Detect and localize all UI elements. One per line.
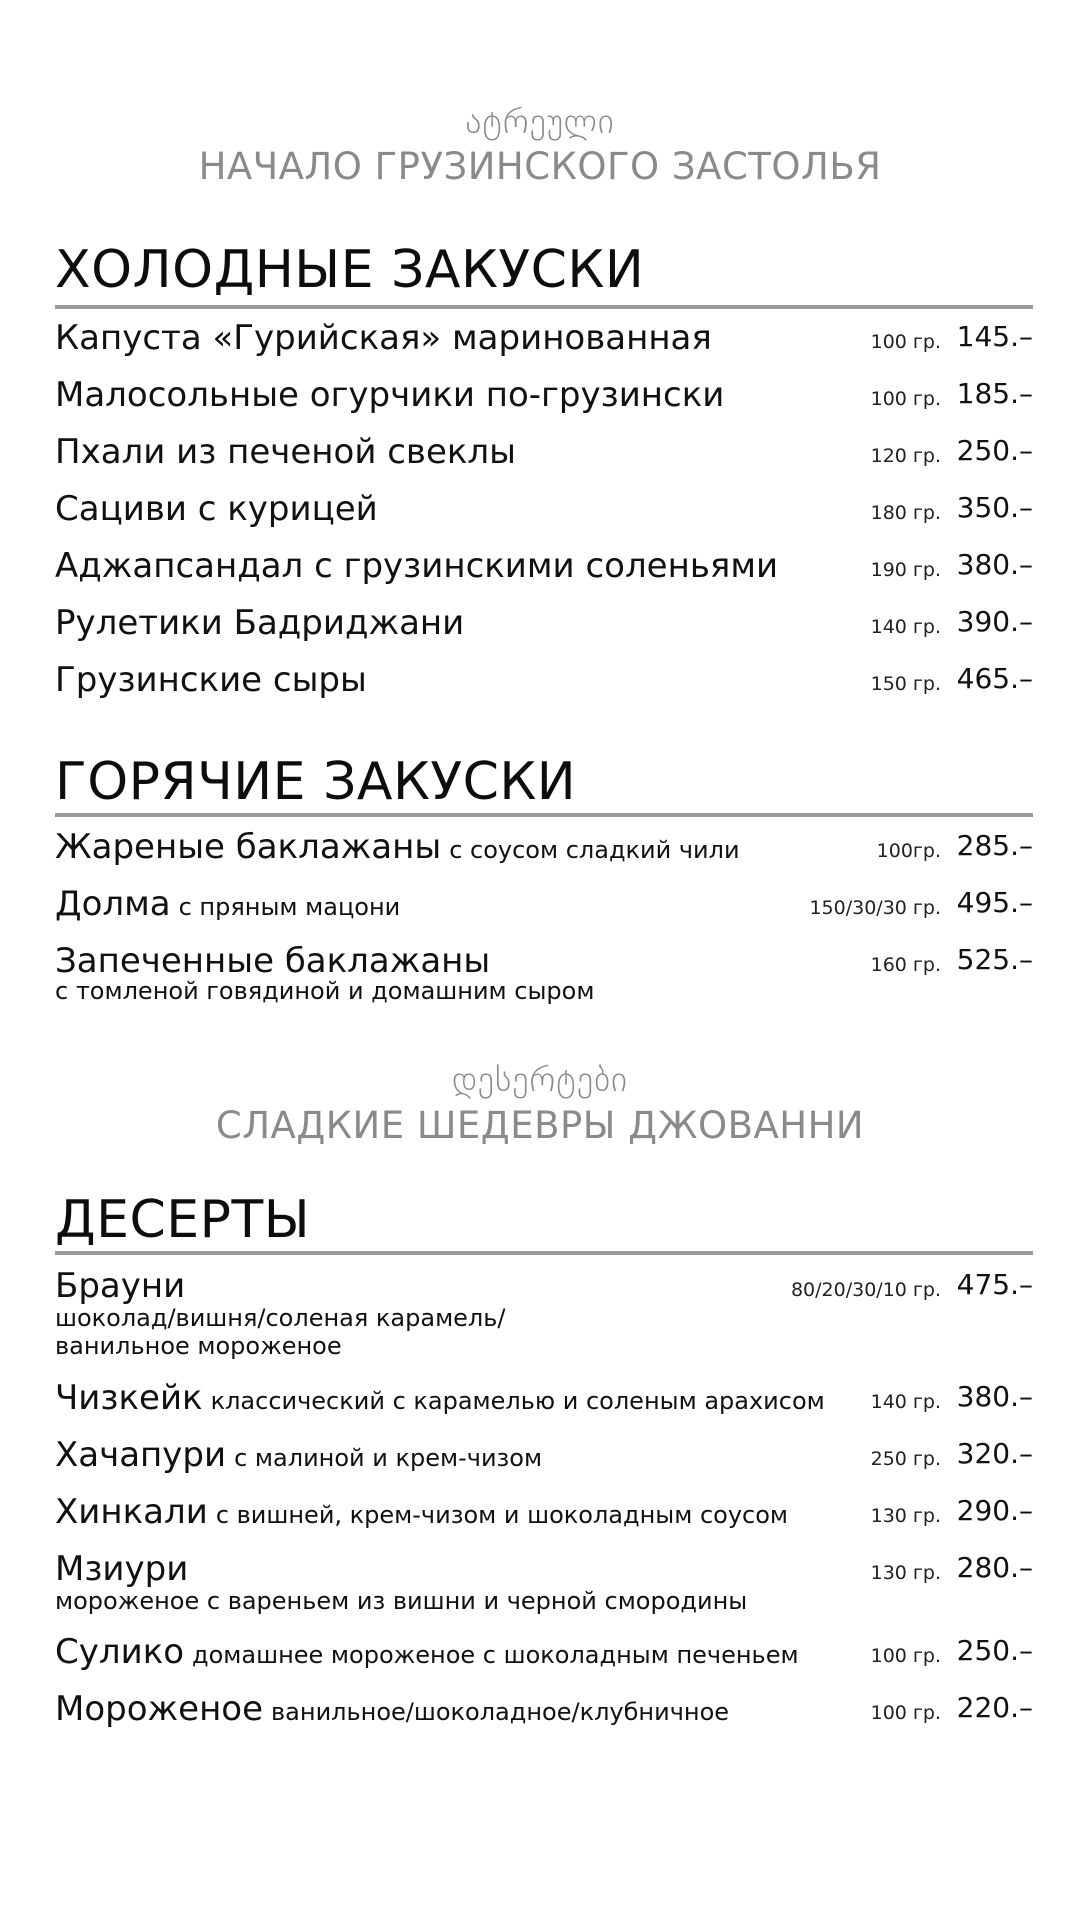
item-title: Чизкейк [55, 1378, 203, 1418]
item-weight: 130 гр. [870, 1562, 941, 1584]
menu-item [55, 827, 1033, 867]
menu-item [55, 1435, 1033, 1475]
menu-item [55, 884, 1033, 924]
menu-item [55, 375, 1033, 415]
menu-item [55, 1689, 1033, 1729]
subtitle-georgian-feast: НАЧАЛО ГРУЗИНСКОГО ЗАСТОЛЬЯ [198, 145, 882, 188]
item-name: Малосольные огурчики по-грузински [55, 375, 725, 415]
item-weight: 130 гр. [870, 1505, 941, 1527]
item-description: с томленой говядиной и домашним сыром [55, 977, 595, 1005]
item-name: Капуста «Гурийская» маринованная [55, 318, 712, 358]
item-description: с пряным мацони [178, 893, 401, 921]
item-description: с соусом сладкий чили [449, 836, 740, 864]
item-price: 475.– [956, 1268, 1033, 1301]
item-name: Рулетики Бадриджани [55, 603, 465, 643]
item-price: 465.– [956, 662, 1033, 695]
item-price: 285.– [956, 829, 1033, 862]
item-name [55, 1492, 788, 1532]
item-price: 350.– [956, 491, 1033, 524]
item-name [55, 827, 740, 867]
item-description: шоколад/вишня/соленая карамель/ [55, 1304, 506, 1332]
item-price: 250.– [956, 434, 1033, 467]
item-weight: 150 гр. [870, 673, 941, 695]
menu-item [55, 546, 1033, 586]
item-name: Запеченные баклажаны [55, 941, 491, 981]
item-weight: 100 гр. [870, 331, 941, 353]
section-title-cold-appetizers: ХОЛОДНЫЕ ЗАКУСКИ [55, 240, 645, 300]
section-divider [55, 1251, 1033, 1255]
menu-item [55, 941, 1033, 1005]
item-weight: 100 гр. [870, 1645, 941, 1667]
menu-item [55, 318, 1033, 358]
item-weight: 160 гр. [870, 954, 941, 976]
item-title: Хинкали [55, 1492, 208, 1532]
item-price: 145.– [956, 320, 1033, 353]
item-weight: 180 гр. [870, 502, 941, 524]
item-name [55, 1689, 729, 1729]
section-title-hot-appetizers: ГОРЯЧИЕ ЗАКУСКИ [55, 752, 577, 812]
item-weight: 100 гр. [870, 1702, 941, 1724]
item-price: 380.– [956, 1380, 1033, 1413]
item-description: с малиной и крем-чизом [234, 1444, 543, 1472]
item-description: ванильное мороженое [55, 1332, 342, 1360]
item-price: 280.– [956, 1551, 1033, 1584]
item-price: 290.– [956, 1494, 1033, 1527]
georgian-heading-desserts: დესერტები [452, 1060, 628, 1100]
menu-item [55, 432, 1033, 472]
item-weight: 250 гр. [870, 1448, 941, 1470]
item-name: Брауни [55, 1266, 186, 1306]
item-name [55, 1632, 799, 1672]
item-title: Жареные баклажаны [55, 827, 442, 867]
item-name [55, 1378, 825, 1418]
item-weight: 150/30/30 гр. [809, 897, 941, 919]
item-description: мороженое с вареньем из вишни и черной смородины [55, 1587, 748, 1615]
item-title: Долма [55, 884, 171, 924]
menu-item [55, 1632, 1033, 1672]
item-price: 220.– [956, 1691, 1033, 1724]
item-price: 250.– [956, 1634, 1033, 1667]
item-name: Пхали из печеной свеклы [55, 432, 516, 472]
item-weight: 140 гр. [870, 616, 941, 638]
menu-item [55, 1378, 1033, 1418]
item-weight: 100гр. [876, 840, 941, 862]
item-price: 525.– [956, 943, 1033, 976]
item-weight: 140 гр. [870, 1391, 941, 1413]
item-description: с вишней, крем-чизом и шоколадным соусом [215, 1501, 789, 1529]
item-weight: 190 гр. [870, 559, 941, 581]
menu-item [55, 1492, 1033, 1532]
item-name: Сациви с курицей [55, 489, 378, 529]
item-description: домашнее мороженое с шоколадным печеньем [192, 1641, 799, 1669]
item-weight: 120 гр. [870, 445, 941, 467]
section-title-desserts: ДЕСЕРТЫ [55, 1190, 311, 1250]
georgian-heading-starters: ატრეული [465, 102, 615, 142]
item-name: Грузинские сыры [55, 660, 367, 700]
item-title: Сулико [55, 1632, 185, 1672]
item-price: 185.– [956, 377, 1033, 410]
item-name [55, 884, 400, 924]
item-name: Аджапсандал с грузинскими соленьями [55, 546, 779, 586]
item-description: классический с карамелью и соленым арахисом [210, 1387, 825, 1415]
item-description: ванильное/шоколадное/клубничное [271, 1698, 730, 1726]
item-title: Хачапури [55, 1435, 227, 1475]
item-weight: 100 гр. [870, 388, 941, 410]
item-weight: 80/20/30/10 гр. [790, 1279, 941, 1301]
item-name [55, 1435, 542, 1475]
item-name: Мзиури [55, 1549, 189, 1589]
menu-item [55, 1266, 1033, 1360]
subtitle-sweet-masterpieces: СЛАДКИЕ ШЕДЕВРЫ ДЖОВАННИ [215, 1104, 865, 1147]
item-price: 320.– [956, 1437, 1033, 1470]
item-price: 390.– [956, 605, 1033, 638]
item-price: 380.– [956, 548, 1033, 581]
section-divider [55, 813, 1033, 817]
menu-item [55, 489, 1033, 529]
section-divider [55, 305, 1033, 309]
menu-item [55, 603, 1033, 643]
item-price: 495.– [956, 886, 1033, 919]
menu-item [55, 1549, 1033, 1615]
item-title: Мороженое [55, 1689, 264, 1729]
menu-item [55, 660, 1033, 700]
